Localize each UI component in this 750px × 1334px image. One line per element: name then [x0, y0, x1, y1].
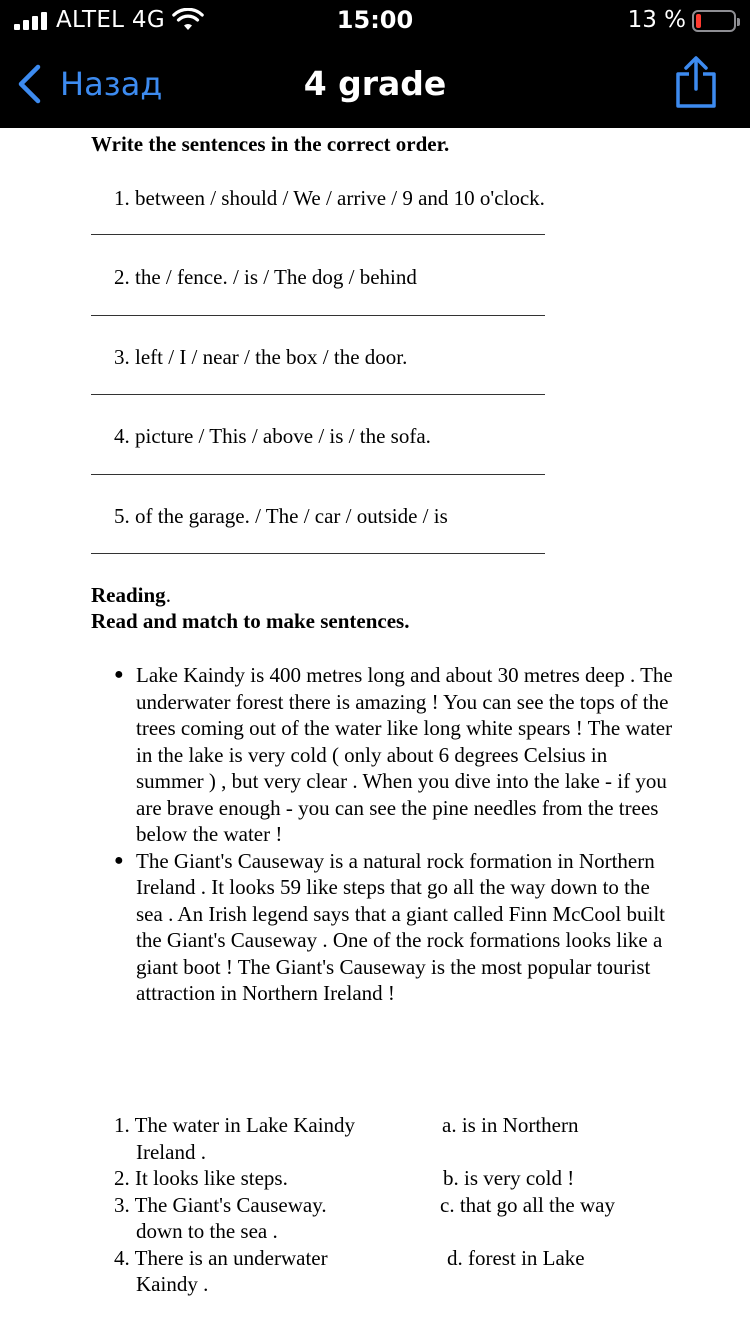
- share-icon[interactable]: [674, 56, 718, 110]
- status-time: 15:00: [336, 6, 414, 34]
- page-title: 4 grade: [303, 64, 447, 103]
- match-left-continuation: down to the sea .: [136, 1219, 278, 1243]
- reading-heading: Reading.: [91, 583, 171, 607]
- navigation-bar: [0, 44, 750, 128]
- answer-line: [91, 474, 545, 475]
- match-left-continuation: Kaindy .: [136, 1272, 209, 1296]
- back-label: Назад: [60, 65, 163, 103]
- exercise-item: 2. the / fence. / is / The dog / behind: [114, 265, 417, 289]
- document-view[interactable]: [0, 128, 750, 1334]
- battery-percent: 13 %: [627, 7, 686, 33]
- answer-line: [91, 394, 545, 395]
- exercise-item: 3. left / I / near / the box / the door.: [114, 345, 408, 369]
- match-left-item: 1. The water in Lake Kaindy: [114, 1113, 356, 1137]
- reading-paragraph: ● The Giant's Causeway is a natural rock formation in Northern Ireland . It looks 59 like steps that go all the way down to the sea . An Irish legend says that a giant called Finn McCool built the Giant's Causeway . One of the rock formations looks like a giant boot ! The Giant's Causeway is the most popular tourist attraction in Northern Ireland !: [114, 848, 674, 1007]
- reading-instruction: Read and match to make sentences.: [91, 609, 410, 633]
- exercise-item: 5. of the garage. / The / car / outside / is: [114, 504, 448, 528]
- battery-fill: [696, 14, 701, 28]
- match-left-continuation: Ireland .: [136, 1140, 206, 1164]
- app-chrome: [0, 0, 750, 128]
- match-right-item: c. that go all the way: [440, 1193, 615, 1217]
- match-left-item: 2. It looks like steps.: [114, 1166, 288, 1190]
- exercise-item: 1. between / should / We / arrive / 9 and 10 o'clock.: [114, 186, 545, 210]
- carrier-label: ALTEL 4G: [56, 7, 165, 33]
- status-bar: [0, 0, 750, 44]
- match-right-item: a. is in Northern: [442, 1113, 579, 1137]
- answer-line: [91, 315, 545, 316]
- reading-paragraph: ● Lake Kaindy is 400 metres long and about 30 metres deep . The underwater forest there is amazing ! You can see the tops of the trees coming out of the water like long white spears ! The water in the lake is very cold ( only about 6 degrees Celsius in summer ) , but very clear . When you dive into the lake - if you are brave enough - you can see the pine needles from the trees below the water !: [114, 662, 674, 848]
- match-left-item: 4. There is an underwater: [114, 1246, 328, 1270]
- reading-passages: [114, 662, 678, 1007]
- match-right-item: d. forest in Lake: [447, 1246, 585, 1270]
- exercise-item: 4. picture / This / above / is / the sofa.: [114, 424, 431, 448]
- match-right-item: b. is very cold !: [443, 1166, 575, 1190]
- exercise-instruction: Write the sentences in the correct order.: [91, 132, 450, 156]
- answer-line: [91, 553, 545, 554]
- match-left-item: 3. The Giant's Causeway.: [114, 1193, 327, 1217]
- answer-line: [91, 234, 545, 235]
- battery-icon: [692, 10, 736, 32]
